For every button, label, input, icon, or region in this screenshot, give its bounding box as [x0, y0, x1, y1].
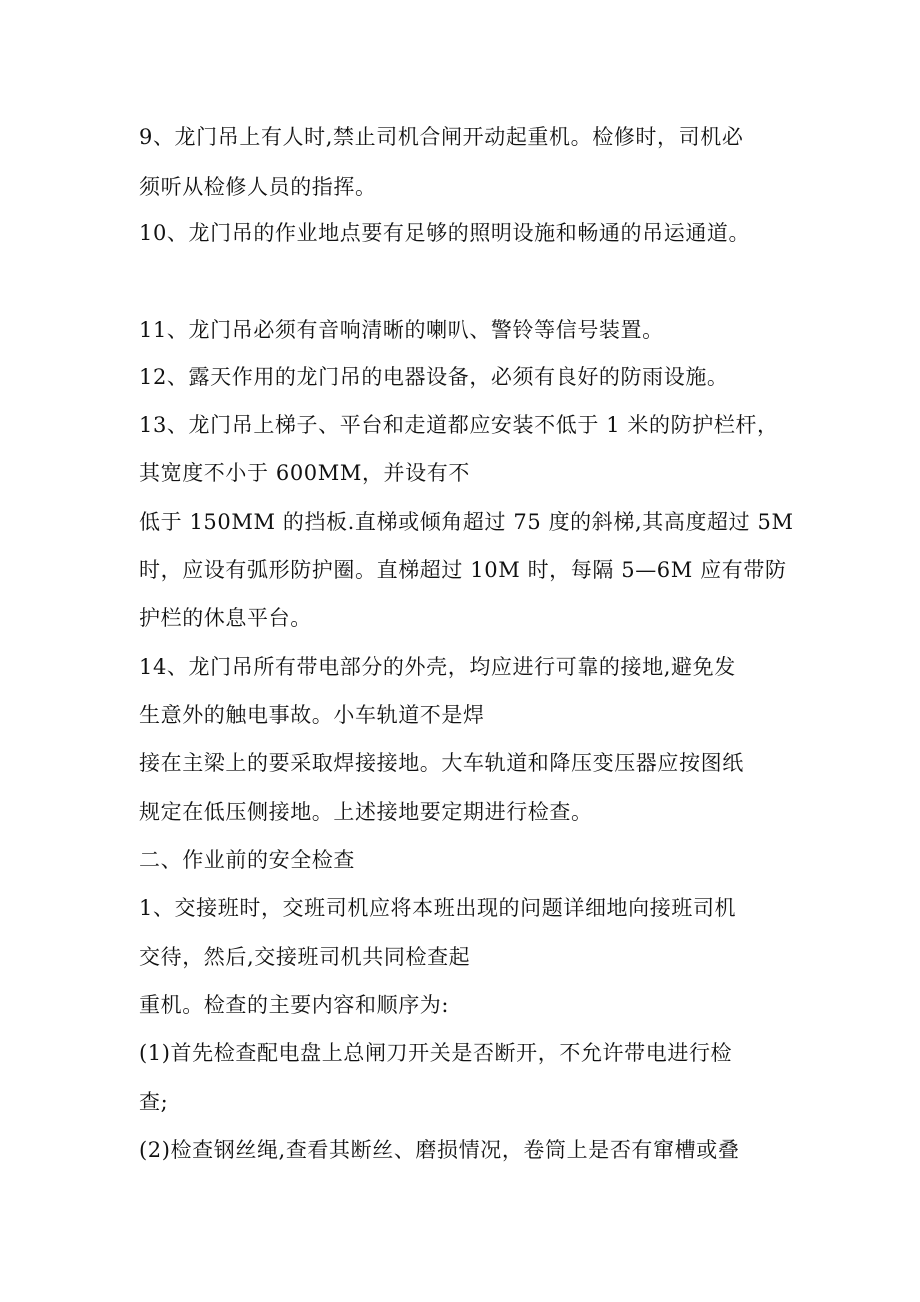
section-heading: 二、作业前的安全检查: [139, 848, 355, 872]
text-line: 规定在低压侧接地。上述接地要定期进行检查。: [139, 800, 593, 824]
text-line: 13、龙门吊上梯子、平台和走道都应安装不低于 1 米的防护栏杆，: [139, 413, 779, 437]
text-line: 交待，然后,交接班司机共同检查起: [139, 945, 471, 969]
text-line: 其宽度不小于 600MM，并设有不: [139, 461, 470, 485]
text-line: 10、龙门吊的作业地点要有足够的照明设施和畅通的吊运通道。: [139, 221, 751, 245]
text-line: 护栏的休息平台。: [139, 606, 312, 630]
text-line: 1、交接班时，交班司机应将本班出现的问题详细地向接班司机: [139, 896, 737, 920]
text-line: 14、龙门吊所有带电部分的外壳，均应进行可靠的接地,避免发: [139, 655, 736, 679]
text-line: (1)首先检查配电盘上总闸刀开关是否断开，不允许带电进行检: [139, 1041, 733, 1065]
text-line: 低于 150MM 的挡板.直梯或倾角超过 75 度的斜梯,其高度超过 5M: [139, 510, 794, 534]
text-line: 12、露天作用的龙门吊的电器设备，必须有良好的防雨设施。: [139, 365, 729, 389]
text-line: 查;: [139, 1090, 169, 1114]
text-line: (2)检查钢丝绳,查看其断丝、磨损情况，卷筒上是否有窜槽或叠: [139, 1138, 740, 1162]
text-line: 接在主梁上的要采取焊接接地。大车轨道和降压变压器应按图纸: [139, 751, 744, 775]
text-line: 9、龙门吊上有人时,禁止司机合闸开动起重机。检修时，司机必: [139, 125, 744, 149]
text-line: 生意外的触电事故。小车轨道不是焊: [139, 703, 485, 727]
text-line: 时，应设有弧形防护圈。直梯超过 10M 时，每隔 5—6M 应有带防: [139, 558, 787, 582]
text-line: 重机。检查的主要内容和顺序为:: [139, 993, 450, 1017]
text-line: 11、龙门吊必须有音响清晰的喇叭、警铃等信号装置。: [139, 318, 664, 342]
text-line: 须听从检修人员的指挥。: [139, 175, 377, 199]
